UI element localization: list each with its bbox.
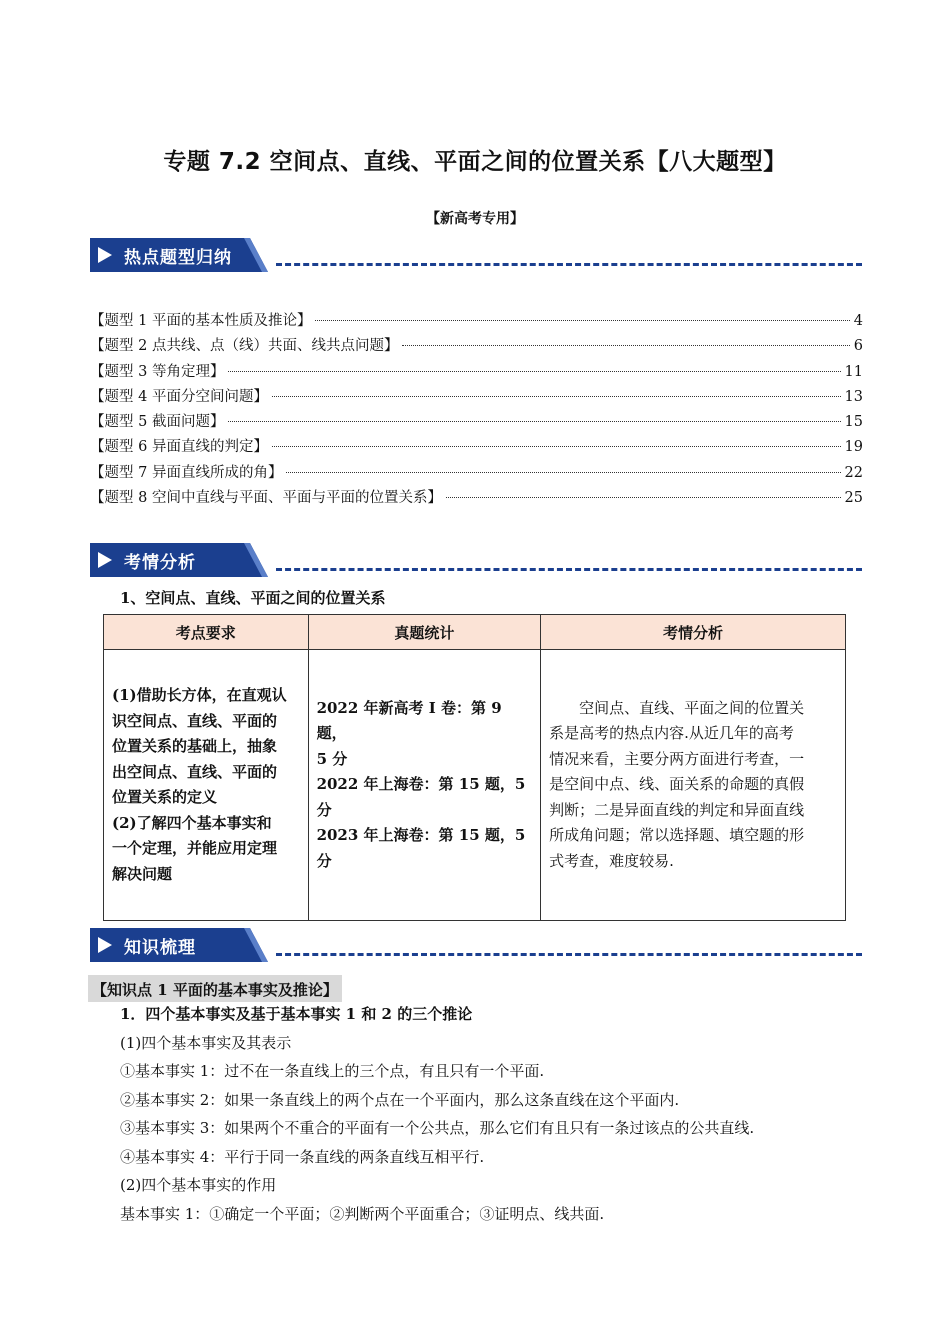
knowledge-point-title: 【知识点 1 平面的基本事实及推论】: [88, 975, 342, 1002]
topic-index: [90, 309, 863, 511]
toc-item[interactable]: 【题型 1 平面的基本性质及推论】 4: [90, 313, 863, 329]
toc-item[interactable]: 【题型 3 等角定理】 11: [90, 363, 863, 380]
exam-analysis-table: [103, 614, 846, 921]
content-line: 基本事实 1：①确定一个平面；②判断两个平面重合；③证明点、线共面.: [120, 1204, 605, 1223]
content-line: (1)四个基本事实及其表示: [120, 1033, 292, 1052]
requirements-cell: (1)借助长方体，在直观认 识空间点、直线、平面的 位置关系的基础上，抽象 出空间点、直线、平面的 位置关系的定义 (2)了解四个基本事实和 一个定理，并能应用定理 解决问题: [104, 650, 309, 921]
knowledge-content: [120, 1000, 860, 1228]
content-line: ②基本事实 2：如果一条直线上的两个点在一个平面内，那么这条直线在这个平面内.: [120, 1090, 680, 1109]
content-line: ①基本事实 1：过不在一条直线上的三个点，有且只有一个平面.: [120, 1062, 545, 1080]
content-line: 1．四个基本事实及基于基本事实 1 和 2 的三个推论: [120, 1005, 473, 1023]
table-row: [104, 650, 846, 921]
analysis-cell: 空间点、直线、平面之间的位置关 系是高考的热点内容.从近几年的高考 情况来看，主要分两方面进行考查，一 是空间中点、线、面关系的命题的真假 判断；二是异面直线的判定和异面直线 所成角问题；常以选择题、填空题的形 式考查，难度较易.: [541, 650, 846, 921]
toc-item[interactable]: 【题型 2 点共线、点（线）共面、线共点问题】 6: [90, 338, 863, 355]
banner-tag: [90, 928, 268, 962]
toc-item[interactable]: 【题型 8 空间中直线与平面、平面与平面的位置关系】 25: [90, 490, 863, 507]
banner-label: 热点题型归纳: [124, 248, 232, 268]
table-header-row: [104, 615, 846, 650]
banner-hot-topics: [90, 238, 862, 272]
banner-label: 考情分析: [124, 553, 196, 573]
stats-cell: 2022 年新高考 I 卷：第 9 题， 5 分 2022 年上海卷：第 15 题，5 分 2023 年上海卷：第 15 题，5 分: [308, 650, 541, 921]
toc-item[interactable]: 【题型 7 异面直线所成的角】 22: [90, 464, 863, 481]
dashed-divider: [276, 263, 862, 266]
column-header: 考点要求: [104, 615, 309, 650]
page-subtitle: 【新高考专用】: [426, 211, 524, 227]
toc-item[interactable]: 【题型 4 平面分空间问题】 13: [90, 388, 863, 405]
column-header: 真题统计: [308, 615, 541, 650]
toc-item[interactable]: 【题型 5 截面问题】 15: [90, 414, 863, 431]
toc-item[interactable]: 【题型 6 异面直线的判定】 19: [90, 439, 863, 456]
content-line: ③基本事实 3：如果两个不重合的平面有一个公共点，那么它们有且只有一条过该点的公共直线.: [120, 1119, 755, 1137]
dashed-divider: [276, 953, 862, 956]
banner-knowledge: [90, 928, 862, 962]
column-header: 考情分析: [541, 615, 846, 650]
banner-tag: [90, 543, 268, 577]
banner-tag: [90, 238, 268, 272]
banner-exam-analysis: [90, 543, 862, 577]
dashed-divider: [276, 568, 862, 571]
content-line: ④基本事实 4：平行于同一条直线的两条直线互相平行.: [120, 1147, 485, 1166]
banner-label: 知识梳理: [124, 938, 196, 958]
content-line: (2)四个基本事实的作用: [120, 1176, 277, 1194]
page-title: 专题 7.2 空间点、直线、平面之间的位置关系【八大题型】: [163, 149, 787, 175]
section-heading: 1、空间点、直线、平面之间的位置关系: [120, 589, 386, 607]
